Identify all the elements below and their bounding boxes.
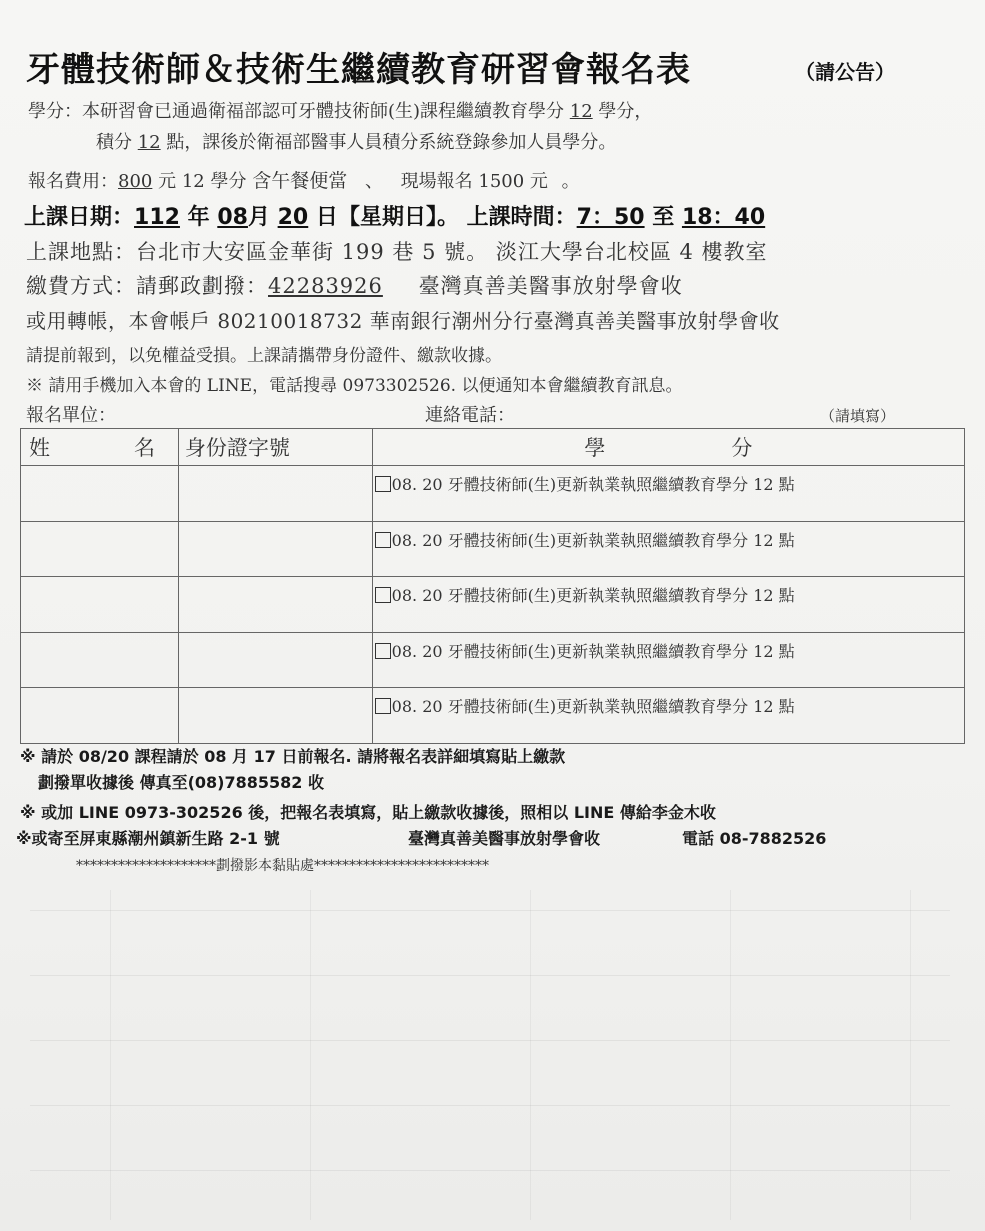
fee-unit: 元 12 學分 [158, 171, 247, 192]
id-cell[interactable] [178, 577, 372, 633]
date-year: 112 [134, 205, 180, 230]
announcement-note: （請公告） [795, 60, 895, 84]
payment-line [26, 270, 683, 300]
paste-area-label: ********************劃撥影本黏貼處************************* [76, 858, 489, 874]
table-header-row [21, 429, 965, 466]
date-day: 20 [277, 205, 309, 230]
id-cell[interactable] [178, 688, 372, 744]
name-cell[interactable] [21, 466, 179, 522]
name-cell[interactable] [21, 521, 179, 577]
fill-note: （請填寫） [820, 407, 896, 425]
fee-amount: 800 [118, 171, 153, 192]
ghost-line [310, 890, 311, 1220]
date-year-unit: 年 [187, 205, 210, 230]
ghost-line [30, 1105, 950, 1106]
ghost-line [30, 1040, 950, 1041]
date-weekday: 【星期日】。 [337, 205, 459, 230]
transfer-line: 或用轉帳，本會帳戶 80210018732 華南銀行潮州分行臺灣真善美醫事放射學會收 [26, 309, 780, 333]
id-cell[interactable] [178, 466, 372, 522]
fee-onsite: 現場報名 1500 元 [400, 171, 548, 192]
note-mail-payee: 臺灣真善美醫事放射學會收 [408, 829, 601, 848]
phone-label: 連絡電話： [425, 405, 515, 426]
location-line: 上課地點：台北市大安區金華街 199 巷 5 號。 淡江大學台北校區 4 樓教室 [26, 240, 768, 264]
name-cell[interactable] [21, 577, 179, 633]
table-row [21, 466, 965, 522]
ghost-line [30, 1170, 950, 1171]
credit-cell [372, 688, 964, 744]
ghost-line [730, 890, 731, 1220]
column-header-id: 身份證字號 [178, 429, 372, 466]
credit-cell [372, 577, 964, 633]
name-cell[interactable] [21, 632, 179, 688]
points-suffix: 點，課後於衛福部醫事人員積分系統登錄參加人員學分。 [166, 132, 617, 153]
credit-cell [372, 632, 964, 688]
date-day-unit: 日 [315, 205, 338, 230]
note-fax: 劃撥單收據後 傳真至(08)7885582 收 [38, 773, 324, 792]
credit-checkbox[interactable] [375, 643, 391, 659]
payment-account: 42283926 [268, 274, 383, 298]
credit-checkbox[interactable] [375, 698, 391, 714]
credit-option-text: 08. 20 牙體技術師(生)更新執業執照繼續教育學分 12 點 [391, 475, 795, 494]
credit-option-text: 08. 20 牙體技術師(生)更新執業執照繼續教育學分 12 點 [391, 530, 795, 550]
time-to: 至 [652, 205, 675, 230]
table-row [21, 632, 965, 688]
note-mail-address: ※或寄至屏東縣潮州鎮新生路 2-1 號 [16, 829, 280, 848]
note-mail-phone: 電話 08-7882526 [682, 829, 827, 848]
checkin-line: 請提前報到，以免權益受損。上課請攜帶身份證件、繳款收據。 [26, 346, 502, 366]
points-text: 積分 [96, 132, 132, 153]
page-title: 牙體技術師＆技術生繼續教育研習會報名表 [26, 50, 691, 90]
name-cell[interactable] [21, 688, 179, 744]
line-app-line: ※ 請用手機加入本會的 LINE，電話搜尋 0973302526. 以便通知本會繼續教育訊息。 [26, 376, 683, 396]
fee-lunch: 含午餐便當 [252, 170, 348, 192]
id-cell[interactable] [178, 632, 372, 688]
credit-option-text: 08. 20 牙體技術師(生)更新執業執照繼續教育學分 12 點 [391, 697, 795, 717]
column-header-credit: 學 分 [372, 429, 964, 466]
credit-checkbox[interactable] [375, 587, 391, 603]
table-row [21, 577, 965, 633]
credit-value: 12 [569, 101, 593, 122]
ghost-line [910, 890, 911, 1220]
column-header-name: 姓 名 [21, 429, 179, 466]
note-deadline: ※ 請於 08/20 課程請於 08 月 17 日前報名. 請將報名表詳細填寫貼上繳款 [20, 747, 566, 766]
fee-separator: 、 [364, 171, 383, 192]
credit-option-text: 08. 20 牙體技術師(生)更新執業執照繼續教育學分 12 點 [391, 586, 795, 606]
time-end: 18：40 [681, 205, 766, 230]
credit-line [28, 97, 652, 123]
ghost-line [30, 975, 950, 976]
table-row [21, 521, 965, 577]
credit-cell [372, 466, 964, 522]
fee-line [28, 166, 580, 193]
unit-label: 報名單位： [26, 405, 116, 426]
note-line: ※ 或加 LINE 0973-302526 後，把報名表填寫，貼上繳款收據後，照相以 LINE 傳給李金木收 [20, 803, 716, 822]
id-cell[interactable] [178, 521, 372, 577]
payment-label: 繳費方式：請郵政劃撥： [26, 274, 268, 298]
time-start: 7：50 [576, 205, 645, 230]
points-value: 12 [137, 132, 161, 153]
points-line [96, 128, 616, 154]
show-through-background [30, 890, 950, 1220]
date-month: 08 [217, 205, 248, 230]
credit-suffix: 學分， [598, 101, 653, 122]
table-row [21, 688, 965, 744]
registration-table [20, 428, 965, 744]
credit-checkbox[interactable] [375, 476, 391, 492]
fee-end: 。 [561, 171, 580, 192]
payment-payee: 臺灣真善美醫事放射學會收 [418, 274, 683, 298]
ghost-line [530, 890, 531, 1220]
ghost-line [110, 890, 111, 1220]
credit-text: 學分：本研習會已通過衛福部認可牙體技術師(生)課程繼續教育學分 [28, 101, 565, 122]
credit-option-text: 08. 20 牙體技術師(生)更新執業執照繼續教育學分 12 點 [391, 641, 795, 661]
credit-cell [372, 521, 964, 577]
fee-label: 報名費用： [28, 171, 118, 192]
ghost-line [30, 910, 950, 911]
schedule-line [24, 200, 765, 231]
date-label: 上課日期： [24, 205, 135, 230]
date-month-unit: 月 [247, 205, 270, 230]
time-label: 上課時間： [466, 205, 577, 230]
credit-checkbox[interactable] [375, 532, 391, 548]
